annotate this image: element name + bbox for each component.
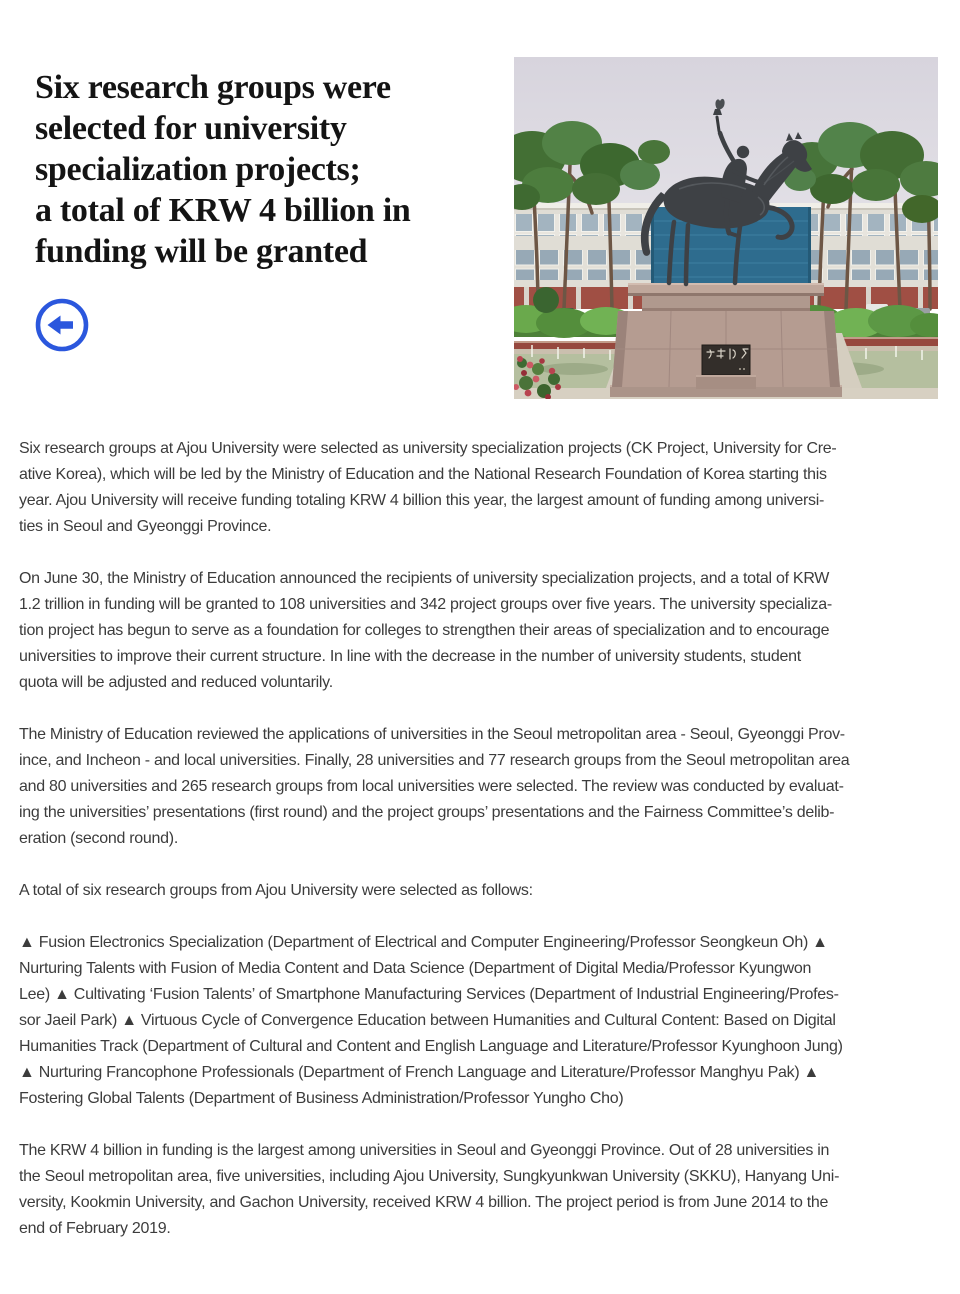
paragraph-research-groups-list — [19, 930, 949, 1112]
text-line: selected for university — [35, 110, 347, 147]
article-body — [19, 436, 949, 1268]
arrow-left-circle-icon — [33, 342, 91, 357]
paragraph-funding — [19, 1138, 949, 1242]
text-line: tion project has begun to serve as a foundation for colleges to strengthen their areas of specialization and to encourage — [19, 622, 830, 639]
text-line: The Ministry of Education reviewed the applications of universities in the Seoul metropolitan area - Seoul, Gyeonggi Prov- — [19, 726, 845, 743]
text-line: quota will be adjusted and reduced voluntarily. — [19, 674, 333, 691]
statue-photo-illustration — [514, 57, 938, 399]
page-title — [35, 67, 513, 272]
text-line: and 80 universities and 265 research groups from local universities were selected. The review was conducted by evaluat- — [19, 778, 844, 795]
text-line: Lee) ▲ Cultivating ‘Fusion Talents’ of Smartphone Manufacturing Services (Department of Industrial Engineering/Profes- — [19, 986, 839, 1003]
text-line: ince, and Incheon - and local universities. Finally, 28 universities and 77 research groups from the Seoul metropolitan area — [19, 752, 850, 769]
text-line: 1.2 trillion in funding will be granted to 108 universities and 342 project groups over five years. The university specializa- — [19, 596, 832, 613]
text-line: A total of six research groups from Ajou University were selected as follows: — [19, 882, 533, 899]
text-line: funding will be granted — [35, 233, 368, 270]
paragraph-selected-intro — [19, 878, 949, 904]
paragraph-review — [19, 722, 949, 852]
text-line: specialization projects; — [35, 151, 361, 188]
text-line: Humanities Track (Department of Cultural and Content and English Language and Literature/Professor Kyunghoon Jung) — [19, 1038, 843, 1055]
text-line: ▲ Nurturing Francophone Professionals (Department of French Language and Literature/Professor Manghyu Pak) ▲ — [19, 1064, 820, 1081]
text-line: end of February 2019. — [19, 1220, 171, 1237]
text-line: ▲ Fusion Electronics Specialization (Department of Electrical and Computer Engineering/Professor Seongkeun Oh) ▲ — [19, 934, 828, 951]
paragraph-intro — [19, 436, 949, 540]
text-line: On June 30, the Ministry of Education announced the recipients of university specialization projects, and a total of KRW — [19, 570, 830, 587]
text-line: sor Jaeil Park) ▲ Virtuous Cycle of Convergence Education between Humanities and Cultural Content: Based on Digital — [19, 1012, 836, 1029]
text-line: ative Korea), which will be led by the Ministry of Education and the National Research Foundation of Korea starting this — [19, 466, 827, 483]
paragraph-announcement — [19, 566, 949, 696]
text-line: versity, Kookmin University, and Gachon University, received KRW 4 billion. The project period is from June 2014 to the — [19, 1194, 829, 1211]
text-line: Six research groups were — [35, 69, 391, 106]
hero-photo — [514, 57, 938, 399]
text-line: ing the universities’ presentations (first round) and the project groups’ presentations and the Fairness Committee’s delib- — [19, 804, 835, 821]
text-line: a total of KRW 4 billion in — [35, 192, 411, 229]
back-button[interactable] — [33, 296, 91, 354]
text-line: Fostering Global Talents (Department of Business Administration/Professor Yungho Cho) — [19, 1090, 624, 1107]
text-line: eration (second round). — [19, 830, 178, 847]
text-line: The KRW 4 billion in funding is the largest among universities in Seoul and Gyeonggi Province. Out of 28 universities in — [19, 1142, 830, 1159]
text-line: Nurturing Talents with Fusion of Media Content and Data Science (Department of Digital Media/Professor Kyungwon — [19, 960, 812, 977]
text-line: universities to improve their current structure. In line with the decrease in the number of university students, student — [19, 648, 801, 665]
text-line: the Seoul metropolitan area, five universities, including Ajou University, Sungkyunkwan University (SKKU), Hanyang Uni- — [19, 1168, 840, 1185]
text-line: year. Ajou University will receive funding totaling KRW 4 billion this year, the largest amount of funding among universi- — [19, 492, 825, 509]
text-line: ties in Seoul and Gyeonggi Province. — [19, 518, 272, 535]
text-line: Six research groups at Ajou University were selected as university specialization projects (CK Project, University for Cre- — [19, 440, 837, 457]
